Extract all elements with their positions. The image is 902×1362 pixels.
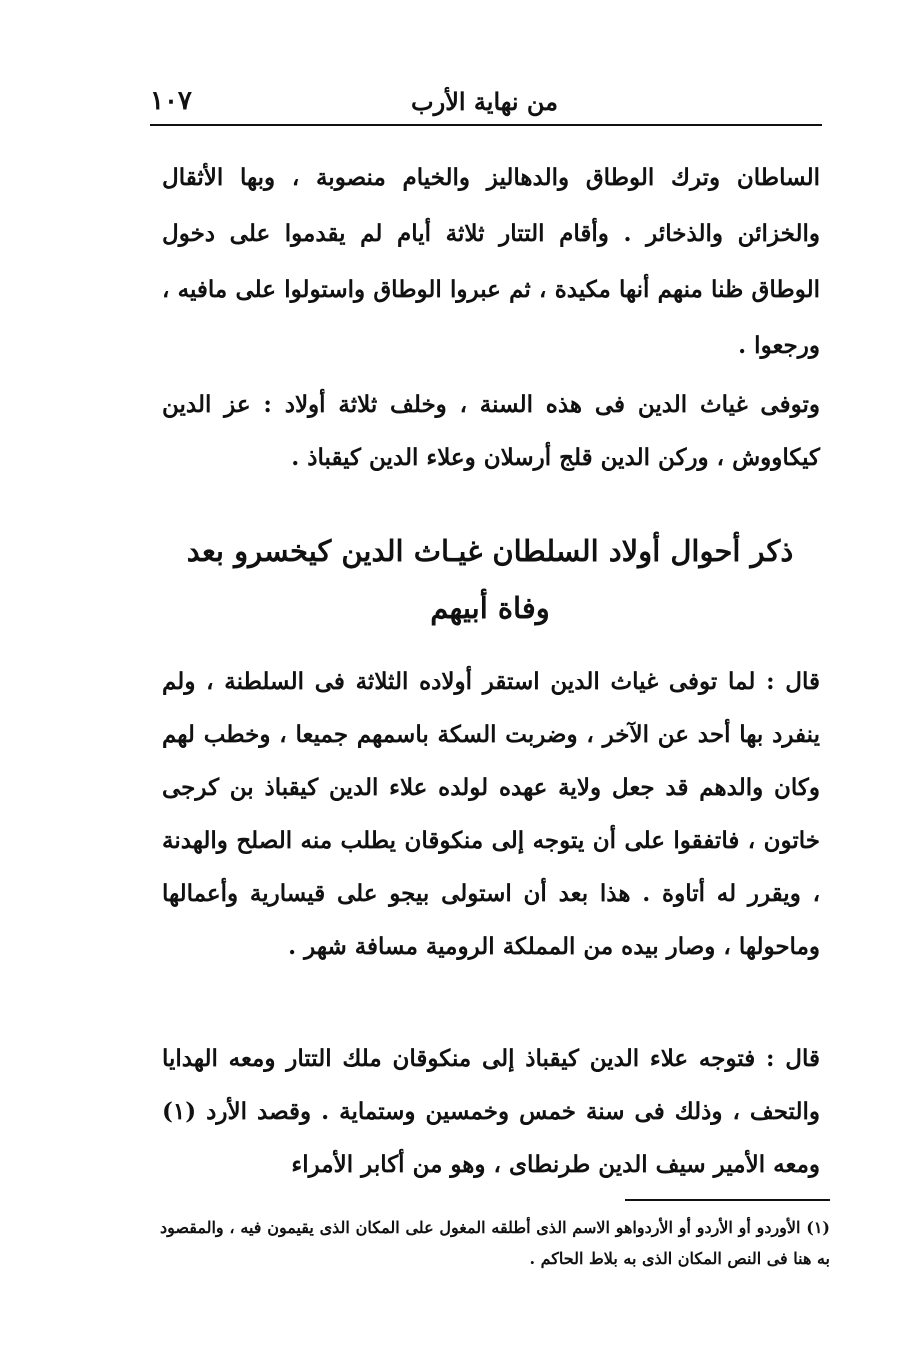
- footnote-rule: [625, 1199, 830, 1201]
- section-heading: ذكر أحوال أولاد السلطان غيـاث الدين كيخسرو بعد وفاة أبيهم: [186, 534, 794, 625]
- paragraph-1: الساطان وترك الوطاق والدهاليز والخيام منصوبة ، وبها الأثقال والخزائن والذخائر . وأقام التتار ثلاثة أيام لم يقدموا على دخول الوطاق ظنا منهم أنها مكيدة ، ثم عبروا الوطاق واستولوا على مافيه ، ورجعوا .: [162, 164, 820, 359]
- running-title: من نهاية الأرب: [411, 86, 558, 116]
- paragraph-3: قال : لما توفى غياث الدين استقر أولاده الثلاثة فى السلطنة ، ولم ينفرد بها أحد عن الآخر ، وضربت السكة باسمهم جميعا ، وخطب لهم وكان والدهم قد جعل ولاية عهده لولده علاء الدين كيقباذ بن كرجى خاتون ، فاتفقوا على أن يتوجه إلى منكوقان يطلب منه الصلح والهدنة ، ويقرر له أتاوة . هذا بعد أن استولى بيجو على قيسارية وأعمالها وماحولها ، وصار بيده من المملكة الرومية مسافة شهر .: [162, 668, 820, 960]
- running-header: [150, 82, 820, 120]
- footnote: (١) الأوردو أو الأردو أو الأردواهو الاسم الذى أطلقه المغول على المكان الذى يقيمون فيه ، والمقصود به هنا فى النص المكان الذى به بلاط الحاكم .: [160, 1218, 830, 1268]
- header-rule: [150, 124, 822, 126]
- page-number: ١٠٧: [150, 86, 192, 116]
- paragraph-2: وتوفى غياث الدين فى هذه السنة ، وخلف ثلاثة أولاد : عز الدين كيكاووش ، وركن الدين قلج أرسلان وعلاء الدين كيقباذ .: [162, 391, 820, 471]
- paragraph-4: قال : فتوجه علاء الدين كيقباذ إلى منكوقان ملك التتار ومعه الهدايا والتحف ، وذلك فى سنة خمس وخمسين وستماية . وقصد الأرد (١) ومعه الأمير سيف الدين طرنطاى ، وهو من أكابر الأمراء: [162, 1045, 820, 1178]
